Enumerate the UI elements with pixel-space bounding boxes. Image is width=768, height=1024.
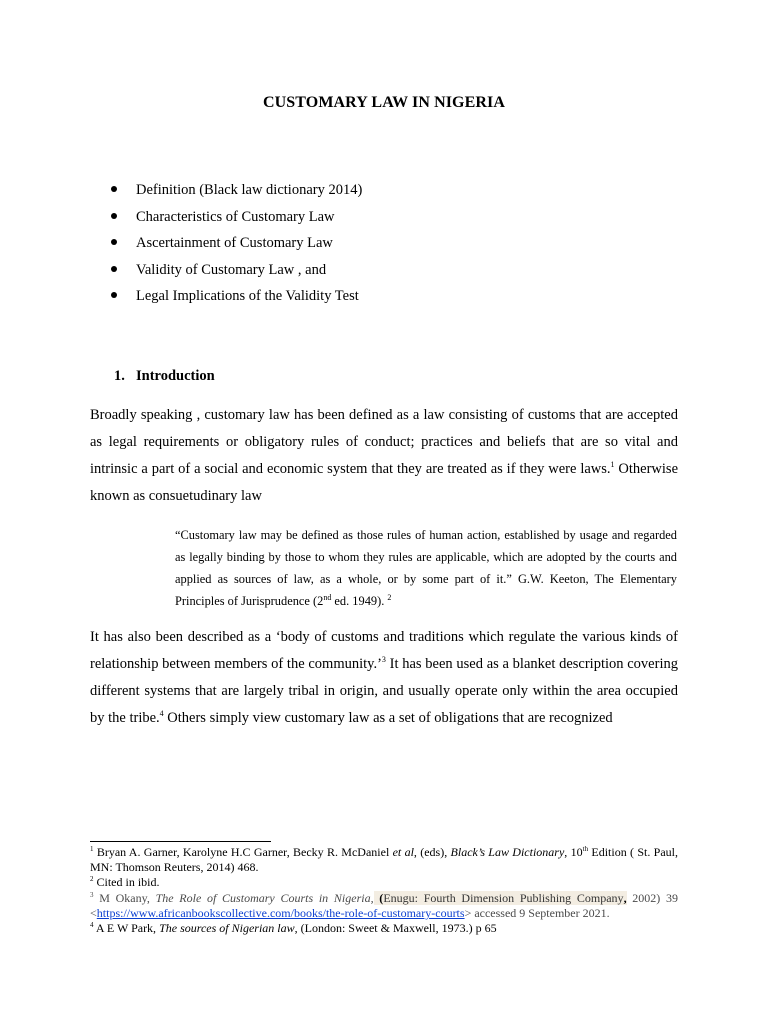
- book-title: Black’s Law Dictionary: [450, 845, 565, 859]
- footnote-text: 2002) 39 <: [90, 890, 679, 920]
- footnote-text: Bryan A. Garner, Karolyne H.C Garner, Becky R. McDaniel: [93, 845, 393, 859]
- list-item-label: Validity of Customary Law , and: [136, 261, 327, 278]
- section-heading: [114, 368, 215, 385]
- quote-text: “Customary law may be defined as those rules of human action, established by usage and regarded as legally binding by those to whom they rules are applicable, which are adopted by the courts and applied as sources of law, as a whole, or by some part of it.” G.W. Keeton, The Elementary Principles of Jurisprudence (2: [175, 528, 677, 608]
- paragraph-text: Otherwise known as consuetudinary law: [90, 461, 679, 504]
- intro-paragraph: [90, 402, 678, 510]
- footnote-text: (: [373, 890, 384, 905]
- bullet-icon: [111, 213, 117, 219]
- book-title: The sources of Nigerian law: [159, 921, 295, 936]
- list-item-label: Ascertainment of Customary Law: [136, 235, 333, 252]
- paragraph-text: Others simply view customary law as a set of obligations that are recognized: [163, 710, 613, 726]
- list-item-label: Legal Implications of the Validity Test: [136, 288, 359, 305]
- footnote-text: Cited in ibid.: [93, 875, 160, 890]
- footnote-text: et al: [392, 845, 414, 859]
- list-item: [110, 260, 362, 287]
- footnote-2: [90, 875, 678, 890]
- footnote-number: 4: [90, 921, 94, 930]
- list-item: [110, 233, 362, 260]
- ordinal-suffix: th: [582, 845, 589, 853]
- list-item: [110, 180, 362, 207]
- footnote-1: [90, 845, 678, 875]
- footnote-text: Enugu: Fourth Dimension Publishing Company: [383, 890, 624, 905]
- footnote-ref[interactable]: 2: [387, 592, 392, 602]
- footnote-text: , (eds),: [413, 845, 451, 859]
- list-item-label: Definition (Black law dictionary 2014): [136, 182, 363, 198]
- footnote-text: , 10: [564, 845, 583, 859]
- book-title: The Role of Customary Courts in Nigeria,: [155, 890, 374, 905]
- footnote-ref[interactable]: 1: [610, 460, 615, 470]
- list-item: [110, 286, 362, 313]
- footnote-number: 3: [90, 890, 94, 899]
- quote-text: ed. 1949).: [331, 594, 388, 608]
- footnote-number: 2: [90, 875, 94, 884]
- topic-list: [110, 180, 362, 313]
- body-paragraph: [90, 624, 678, 732]
- source-link[interactable]: https://www.africanbookscollective.com/books/the-role-of-customary-courts: [96, 905, 465, 920]
- footnote-number: 1: [90, 845, 94, 853]
- list-item: [110, 207, 362, 234]
- paragraph-text: Broadly speaking , customary law has been defined as a law consisting of customs that are accepted as legal requirements or obligatory rules of conduct; practices and beliefs that are so vital and intrinsic a part of a social and economic system that they are treated as if they were laws.: [90, 407, 678, 477]
- footnote-text: ,: [623, 890, 627, 905]
- bullet-icon: [111, 292, 117, 298]
- section-title: Introduction: [136, 368, 215, 384]
- publisher-info: [374, 891, 627, 905]
- bullet-icon: [111, 266, 117, 272]
- footnote-separator: [90, 841, 271, 842]
- footnote-text: > accessed 9 September 2021.: [464, 905, 610, 920]
- bullet-icon: [111, 239, 117, 245]
- footnote-ref[interactable]: 3: [381, 655, 386, 665]
- footnotes: [90, 845, 678, 936]
- footnote-4: [90, 921, 678, 936]
- footnote-text: Edition ( St. Paul, MN: Thomson Reuters, 2014) 468.: [90, 845, 679, 875]
- ordinal-suffix: nd: [323, 592, 332, 602]
- list-item-label: Characteristics of Customary Law: [136, 208, 335, 225]
- section-number: 1.: [114, 368, 125, 384]
- paragraph-text: It has also been described as a ‘body of customs and traditions which regulate the various kinds of relationship between members of the community.’: [90, 629, 678, 672]
- footnote-ref[interactable]: 4: [159, 709, 164, 719]
- footnote-3: [90, 891, 678, 921]
- block-quote: [175, 524, 677, 612]
- footnote-text: M Okany,: [93, 890, 156, 905]
- footnote-text: A E W Park,: [93, 921, 160, 936]
- document-title: CUSTOMARY LAW IN NIGERIA: [262, 94, 506, 111]
- footnote-text: , (London: Sweet & Maxwell, 1973.) p 65: [294, 921, 497, 936]
- bullet-icon: [111, 186, 117, 192]
- paragraph-text: It has been used as a blanket description covering different systems that are largely tribal in origin, and usually operate only within the area occupied by the tribe.: [90, 656, 678, 726]
